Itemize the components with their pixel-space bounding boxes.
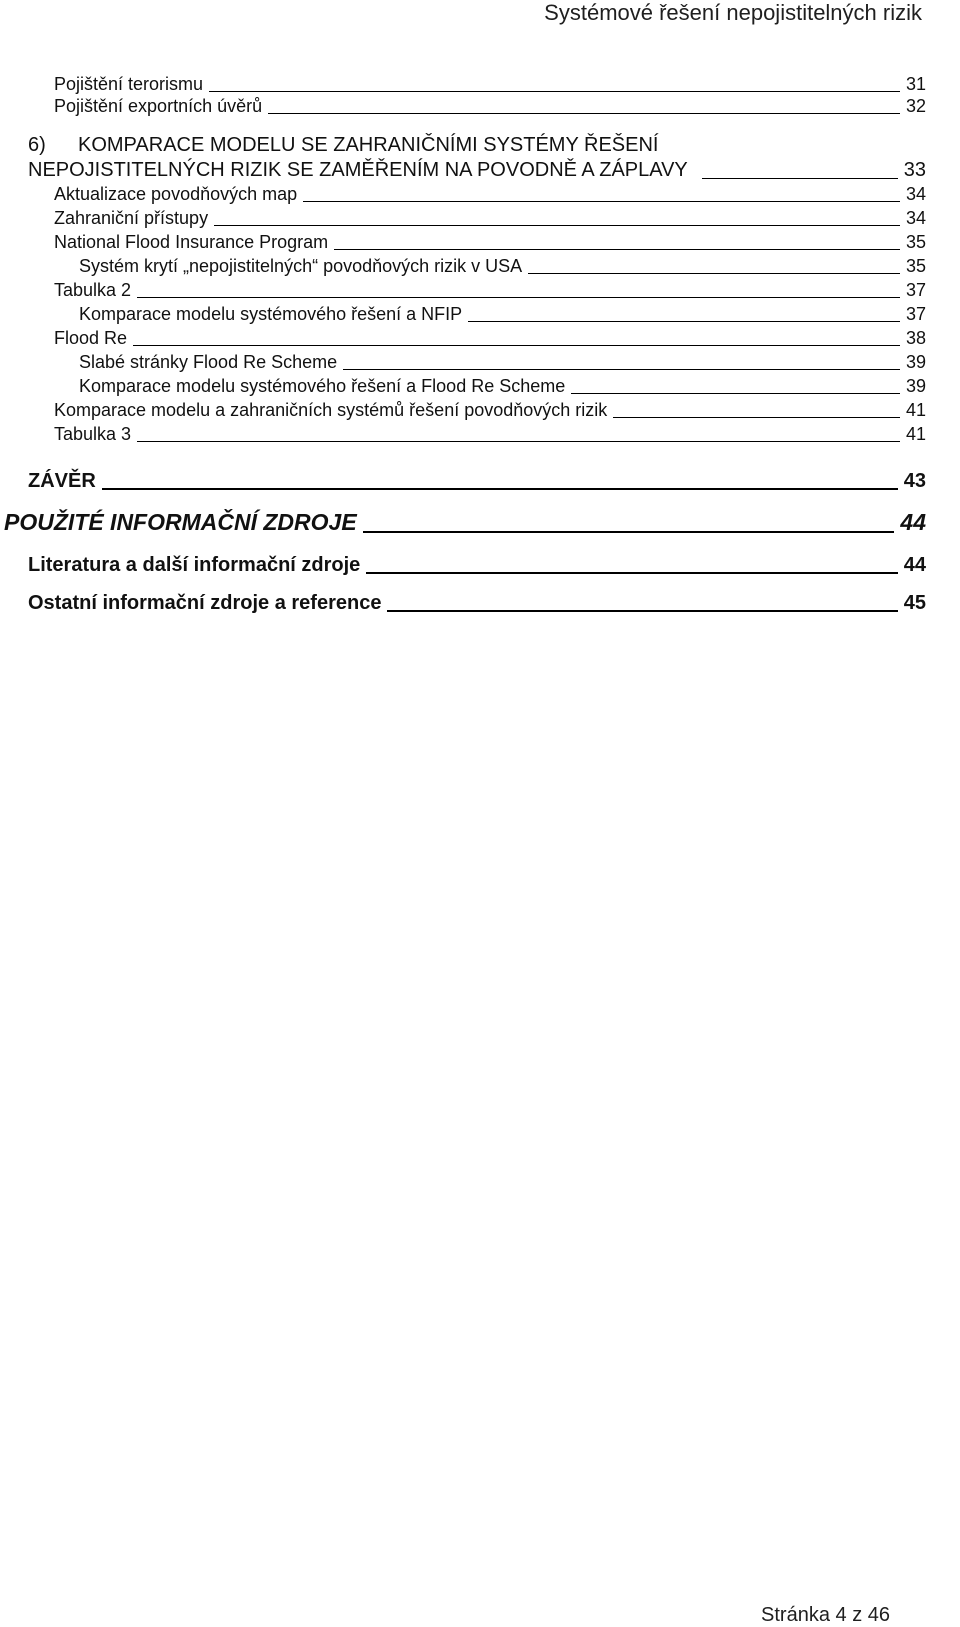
toc-entry-label: Pojištění terorismu xyxy=(54,74,204,94)
toc-page-number: 44 xyxy=(900,509,926,535)
toc-page-number: 31 xyxy=(905,74,926,94)
toc-leader xyxy=(387,610,897,612)
toc-page-number: 34 xyxy=(905,184,926,204)
chapter-number: 6) xyxy=(28,134,46,156)
running-header: Systémové řešení nepojistitelných rizik xyxy=(544,0,922,25)
toc-entry-label: Pojištění exportních úvěrů xyxy=(54,96,263,116)
toc-entry-label: Tabulka 3 xyxy=(54,424,132,444)
toc-leader xyxy=(334,249,900,250)
toc-entry-label: Tabulka 2 xyxy=(54,280,132,300)
toc-entry-ostatni-zdroje[interactable] xyxy=(28,591,926,615)
toc-entry-aktualizace-povodnovych-map[interactable] xyxy=(54,183,926,205)
page-footer-page-number: Stránka 4 z 46 xyxy=(761,1604,890,1626)
toc-entry-system-kryti-usa[interactable] xyxy=(79,255,926,277)
toc-entry-label: Ostatní informační zdroje a reference xyxy=(28,592,382,614)
toc-page-number: 37 xyxy=(905,280,926,300)
toc-entry-label: Slabé stránky Flood Re Scheme xyxy=(79,352,338,372)
toc-entry-tabulka-2[interactable] xyxy=(54,279,926,301)
toc-entry-komparace-flood-re[interactable] xyxy=(79,375,926,397)
toc-entry-label: POUŽITÉ INFORMAČNÍ ZDROJE xyxy=(4,509,357,535)
toc-leader xyxy=(303,201,900,202)
toc-page-number: 33 xyxy=(903,159,926,181)
chapter-heading-line2 xyxy=(28,158,926,183)
chapter-title-line1: KOMPARACE MODELU SE ZAHRANIČNÍMI SYSTÉMY ŘEŠENÍ xyxy=(78,134,659,156)
toc-page-number: 32 xyxy=(905,96,926,116)
toc-page-number: 34 xyxy=(905,208,926,228)
chapter-title-line2: NEPOJISTITELNÝCH RIZIK SE ZAMĚŘENÍM NA POVODNĚ A ZÁPLAVY xyxy=(28,159,688,181)
toc-page-number: 38 xyxy=(905,328,926,348)
toc-leader xyxy=(137,441,900,442)
toc-page-number: 37 xyxy=(905,304,926,324)
toc-page-number: 35 xyxy=(905,256,926,276)
toc-leader xyxy=(702,178,898,179)
toc-chapter-6[interactable] xyxy=(28,133,926,183)
toc-leader xyxy=(468,321,900,322)
toc-entry-pojisteni-terorismu[interactable] xyxy=(54,73,926,95)
toc-entry-label: Aktualizace povodňových map xyxy=(54,184,298,204)
toc-entry-label: Zahraniční přístupy xyxy=(54,208,209,228)
toc-entry-label: Literatura a další informační zdroje xyxy=(28,554,361,576)
toc-entry-label: Flood Re xyxy=(54,328,128,348)
toc-page-number: 44 xyxy=(903,554,926,576)
toc-leader xyxy=(137,297,900,298)
toc-page-number: 41 xyxy=(905,400,926,420)
toc-page-number: 43 xyxy=(903,470,926,492)
toc-leader xyxy=(343,369,900,370)
toc-entry-zaver[interactable] xyxy=(28,469,926,493)
toc-leader xyxy=(268,113,900,114)
toc-entry-zahranicni-pristupy[interactable] xyxy=(54,207,926,229)
toc-entry-label: ZÁVĚR xyxy=(28,470,96,492)
toc-page-number: 35 xyxy=(905,232,926,252)
toc-leader xyxy=(613,417,900,418)
toc-entry-label: Komparace modelu a zahraničních systémů řešení povodňových rizik xyxy=(54,400,608,420)
toc-leader xyxy=(214,225,900,226)
toc-entry-label: Komparace modelu systémového řešení a Flood Re Scheme xyxy=(79,376,566,396)
toc-page-number: 41 xyxy=(905,424,926,444)
toc-page-number: 39 xyxy=(905,352,926,372)
toc-page-number: 39 xyxy=(905,376,926,396)
chapter-heading-line1 xyxy=(28,133,926,158)
toc-entry-label: Systém krytí „nepojistitelných“ povodňových rizik v USA xyxy=(79,256,523,276)
toc-entry-komparace-nfip[interactable] xyxy=(79,303,926,325)
toc-leader xyxy=(528,273,900,274)
toc-leader xyxy=(102,488,898,490)
toc-entry-national-flood-insurance-program[interactable] xyxy=(54,231,926,253)
toc-entry-pojisteni-exportnich-uveru[interactable] xyxy=(54,95,926,117)
toc-leader xyxy=(366,572,897,574)
toc-leader xyxy=(571,393,900,394)
toc-leader xyxy=(209,91,900,92)
toc-leader xyxy=(133,345,900,346)
toc-entry-literatura[interactable] xyxy=(28,553,926,577)
toc-entry-label: National Flood Insurance Program xyxy=(54,232,329,252)
toc-entry-slabe-stranky-flood-re[interactable] xyxy=(79,351,926,373)
toc-leader xyxy=(363,531,895,533)
toc-entry-komparace-zahranicnich-systemu[interactable] xyxy=(54,399,926,421)
toc-entry-label: Komparace modelu systémového řešení a NFIP xyxy=(79,304,463,324)
toc-entry-tabulka-3[interactable] xyxy=(54,423,926,445)
toc-page-number: 45 xyxy=(903,592,926,614)
toc-entry-pouzite-informacni-zdroje[interactable] xyxy=(4,508,926,536)
toc-entry-flood-re[interactable] xyxy=(54,327,926,349)
